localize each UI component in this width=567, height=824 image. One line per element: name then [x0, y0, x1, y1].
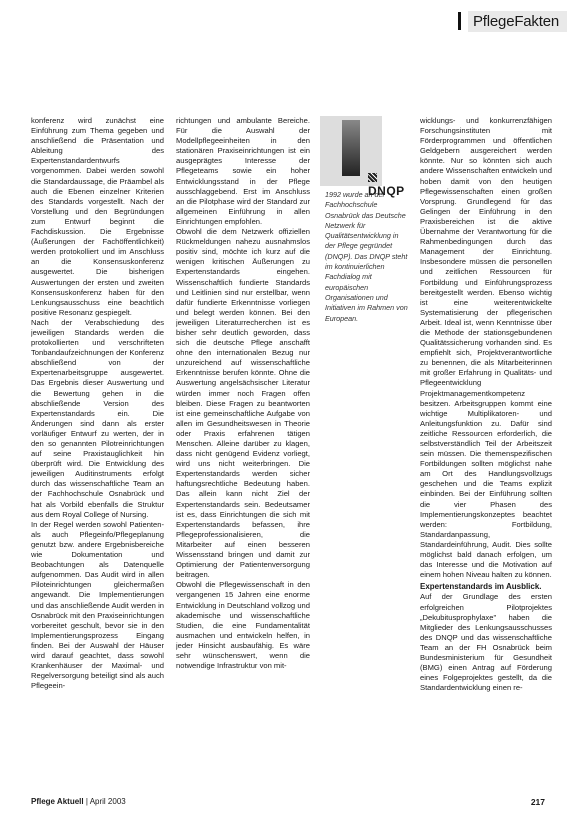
figure-caption: 1992 wurde an der Fachhochschule Osnabrück das Deutsche Netzwerk für Qualitätsentwicklung in der Pflege gegründet (DNQP). Das DNQP steht im kontinuierlichen Fachdialog mit europäischen Organisationen und Initiativen im Rahmen von European. [325, 190, 408, 323]
footer-date: | April 2003 [83, 797, 126, 806]
paragraph: wicklungs- und konkurrenzfähigen Forschungsinstituten mit Förderprogrammen und öffentlichen Geldgebern ausgereichert werden könnte. Nur so könnten sich auch andere Wissenschaften entwickeln und hoben damit von den heutigen Pflegewissenschaften einen großen Vorsprung. Grundlegend für das Gelingen der Einführung in den Praxisbereichen ist die aktive Übernahme der Verantwortung für die Rahmenbedingungen durch das Management der Einrichtung. Insbesondere müssen die personellen und zeitlichen Ressourcen für Fortbildung und Einführungsprozess bereitgestellt werden. Ebenso wichtig ist eine weiterentwickelte Systematisierung der pflegerischen Arbeit. Ideal ist, wenn Kenntnisse über die Methode der stationsgebundenen Qualitätssicherung vorhanden sind. Es empfiehlt sich, Projektverantwortliche zu benennen, die als Mitarbeiterinnen mit großer Erfahrung in Qualitäts- und Pflegeentwicklung Projektmanagementkompetenz besitzen. Arbeitsgruppen kommt eine wichtige Multiplikatoren- und Anleitungsfunktion zu. Dafür sind zeitliche Ressourcen erforderlich, die selbstverständlich Teil der Arbeitszeit sein müssen. Die themenspezifischen Fortbildungen sollten möglichst nahe am Ort des Handlungsvollzugs geschehen und die Teams explizit einbinden. Bei der Einführung sollten die vier Phasen des Implementierungskonzeptes beachtet werden: Fortbildung, Standardanpassung, Standardeinführung, Audit. Dies sollte möglichst bald danach erfolgen, um das Interesse und die Motivation auf einem hohen Niveau halten zu können. [420, 116, 552, 580]
dnqp-logo: DNQP [368, 170, 412, 198]
text-column-2 [176, 116, 310, 796]
paragraph: Nach der Verabschiedung des jeweiligen Standards werden die protokollierten und verschrifteten Tonbandaufzeichnungen der Konferenz abschließend von der Expertenarbeitsgruppe ausgewertet. Das Ergebnis dieser Auswertung und die Bewertung gehen in die abschließende Version des Expertenstandards ein. Die Änderungen sind dann als erster vorläufiger Entwurf zu werten, der in den so genannten Pilotreinrichtungen auf seine Praxistauglichkeit hin überprüft wird. Die Entwicklung des jeweiligen Auditinstruments erfolgt durch das wissenschaftliche Team an der Fachhochschule Osnabrück und hat als Vorbild ebenfalls die Struktur aus dem Royal College of Nursing. [31, 317, 164, 519]
subheading: Expertenstandards im Ausblick. [420, 582, 542, 592]
text-column-4 [420, 116, 552, 796]
paragraph: konferenz wird zunächst eine Einführung zum Thema gegeben und anschließend die Präsentation und Ableitung des Expertenstandardentwurfs vorgenommen. Dabei werden sowohl die Standardaussage, die Präambel als auch die Ebenen einzelner Kriterien des Standards vorgestellt. Nach der Vorstellung und den Begründungen zum Entwurf beginnt die Fachdiskussion. Die Ergebnisse (Äußerungen der Fachöffentlichkeit) werden protokolliert und im Anschluss an die Konsensuskonferenz ausgewertet. Die bisherigen Auswertungen der ersten und zweiten Konsensuskonferenz haben für den Lenkungsausschuss eine beachtlich positive Resonanz gespiegelt. [31, 116, 164, 317]
dnqp-figure [320, 116, 412, 198]
header-accent-bar [458, 12, 461, 30]
footer-publication [31, 797, 126, 806]
paragraph: Auf der Grundlage des ersten erfolgreichen Pilotprojektes „Dekubitusprophylaxe" haben die Mitglieder des Lenkungsausschusses des DNQP und das wissenschaftliche Team an der FH Osnabrück beim Bundesministerium für Gesundheit (BMG) einen Antrag auf Förderung eines Folgeprojektes gestellt, da die Standardentwicklung einen re- [420, 592, 552, 693]
paragraph: In der Regel werden sowohl Patienten- als auch Pflegeinfo/Pflegeplanung genutzt bzw. andere Ergebnisbereiche wie Dokumentation und Beobachtungen als Datenquelle aufgenommen. Das Audit wird in allen Piloteinrichtungen gleichermaßen angewandt. Die Implementierungen und das anschließende Audit werden in Osnabrück mit den Praxiseinrichtungen vorbereitet geschult, bevor sie in den Implementierungsprozess Eingang finden. Bei der Auswahl der Häuser wird darauf geachtet, dass sowohl Krankenhäuser der Maximal- und Regelversorgung beteiligt sind als auch Pflegeein- [31, 519, 164, 691]
text-column-1 [31, 116, 164, 796]
section-header [458, 10, 567, 32]
paragraph: Obwohl die dem Netzwerk offiziellen Rückmeldungen nahezu ausnahmslos positiv sind, möchte ich kurz auf die wenigen kritischen Äußerungen zu Expertenstandards eingehen. Wissenschaftlich fundierte Standards und Leitlinien sind nur erstellbar, wenn dafür fundierte Erkenntnisse vorliegen und belegt werden können. Bei den jeweiligen Literaturrecherchen ist es bisher sehr deutlich geworden, dass sich die deutsche Pflege anschafft ohne den internationalen Bezug nur unzureichend auf wissenschaftliche Erkenntnisse berufen könnte. Ohne die Auswertung angelsächsischer Literatur würden immer noch Fragen offen bleiben. Diese Fragen zu beantworten ist eine gemeinschaftliche Aufgabe von allen im Gesundheitswesen in Theorie oder Praxis erfahrenen tätigen Menschen. Alleine darüber zu klagen, dass nicht genügend Evidenz vorliegt, wird uns nicht weiterbringen. Die Expertenstandards werden sicher haftungsrechtliche Bedeutung haben. Das allein kann nicht Ziel der Expertenstandards sein. Bedeutsamer ist es, dass Einrichtungen die sich mit Expertenstandards befassen, ihre Pflegeprofessionalisieren, die Mitarbeiter auf einen besseren Wissensstand bringen und damit zur Optimierung der Patientenversorgung beitragen. [176, 227, 310, 580]
section-title: PflegeFakten [468, 11, 567, 32]
page-number: 217 [530, 797, 545, 807]
paragraph: richtungen und ambulante Bereiche. Für die Auswahl der Modellpflegeeinheiten in den stationären Praxiseinrichtungen ist ein ausgeprägtes Interesse der Pflegeteams sowie ein hoher Entwicklungsstand in der Pflege ausschlaggebend. Erst im Anschluss an die Pilotphase wird der Standard zur allgemeinen Einführung in allen Einrichtungen empfohlen. [176, 116, 310, 226]
footer-magazine: Pflege Aktuell [31, 797, 84, 806]
paragraph: Obwohl die Pflegewissenschaft in den vergangenen 15 Jahren eine enorme Entwicklung in Deutschland vollzog und akademische und wissenschaftliche Studien, die eine Fundamentalität ausmachen und entwickeln helfen, in jeder Hinsicht ausbaufähig. Es wäre sehr wünschenswert, wenn die notwendige Infrastruktur von mit- [176, 580, 310, 671]
